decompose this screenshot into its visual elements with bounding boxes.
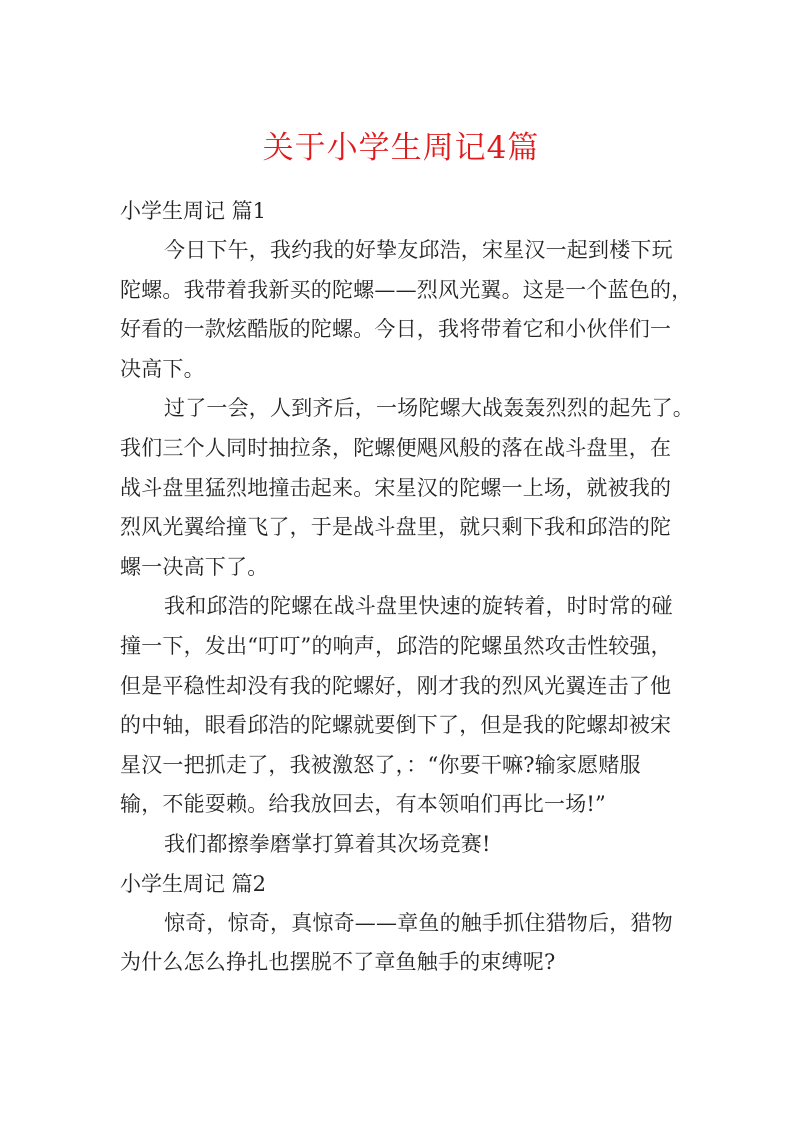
section-heading: 小学生周记 篇2 [120, 871, 267, 896]
section-heading: 小学生周记 篇1 [120, 199, 267, 223]
paragraph [120, 231, 693, 389]
paragraph-line: 我们三个人同时抽拉条，陀螺便飓风般的落在战斗盘里，在 [120, 435, 672, 460]
paragraph-line: 惊奇，惊奇，真惊奇——章鱼的触手抓住猎物后，猎物 [164, 910, 673, 935]
paragraph-line: 螺一决高下了。 [120, 554, 269, 579]
paragraph [120, 904, 682, 983]
paragraph-line: 我和邱浩的陀螺在战斗盘里快速的旋转着，时时常的碰 [164, 594, 673, 619]
paragraph-line: 的中轴，眼看邱浩的陀螺就要倒下了，但是我的陀螺却被宋 [120, 713, 672, 738]
paragraph-line: 陀螺。我带着我新买的陀螺——烈风光翼。这是一个蓝色的， [120, 277, 693, 302]
paragraph-line: 撞一下，发出“叮叮”的响声，邱浩的陀螺虽然攻击性较强， [120, 633, 672, 658]
paragraph [120, 389, 694, 587]
paragraph-line: 输，不能耍赖。给我放回去，有本领咱们再比一场!” [120, 792, 606, 817]
paragraph-line: 星汉一把抓走了，我被激怒了，：“你要干嘛?输家愿赌服 [120, 752, 641, 777]
paragraph-line: 我们都擦拳磨掌打算着其次场竞赛! [164, 831, 491, 856]
paragraph-line: 好看的一款炫酷版的陀螺。今日，我将带着它和小伙伴们一 [120, 317, 672, 342]
paragraph-line: 战斗盘里猛烈地撞击起来。宋星汉的陀螺一上场，就被我的 [120, 475, 672, 500]
paragraph-line: 但是平稳性却没有我的陀螺好，刚才我的烈风光翼连击了他 [120, 673, 672, 698]
paragraph-line: 为什么怎么挣扎也摆脱不了章鱼触手的束缚呢? [120, 950, 556, 975]
paragraph-line: 今日下午，我约我的好挚友邱浩，宋星汉一起到楼下玩 [164, 238, 673, 262]
paragraph [120, 587, 682, 825]
paragraph-line: 烈风光翼给撞飞了，于是战斗盘里，就只剩下我和邱浩的陀 [120, 515, 672, 540]
paragraph-line: 过了一会，人到齐后，一场陀螺大战轰轰烈烈的起先了。 [164, 396, 694, 421]
paragraph [120, 825, 682, 865]
document-body [120, 192, 694, 983]
document-title: 关于小学生周记4篇 [262, 130, 540, 166]
paragraph-line: 决高下。 [120, 356, 205, 381]
